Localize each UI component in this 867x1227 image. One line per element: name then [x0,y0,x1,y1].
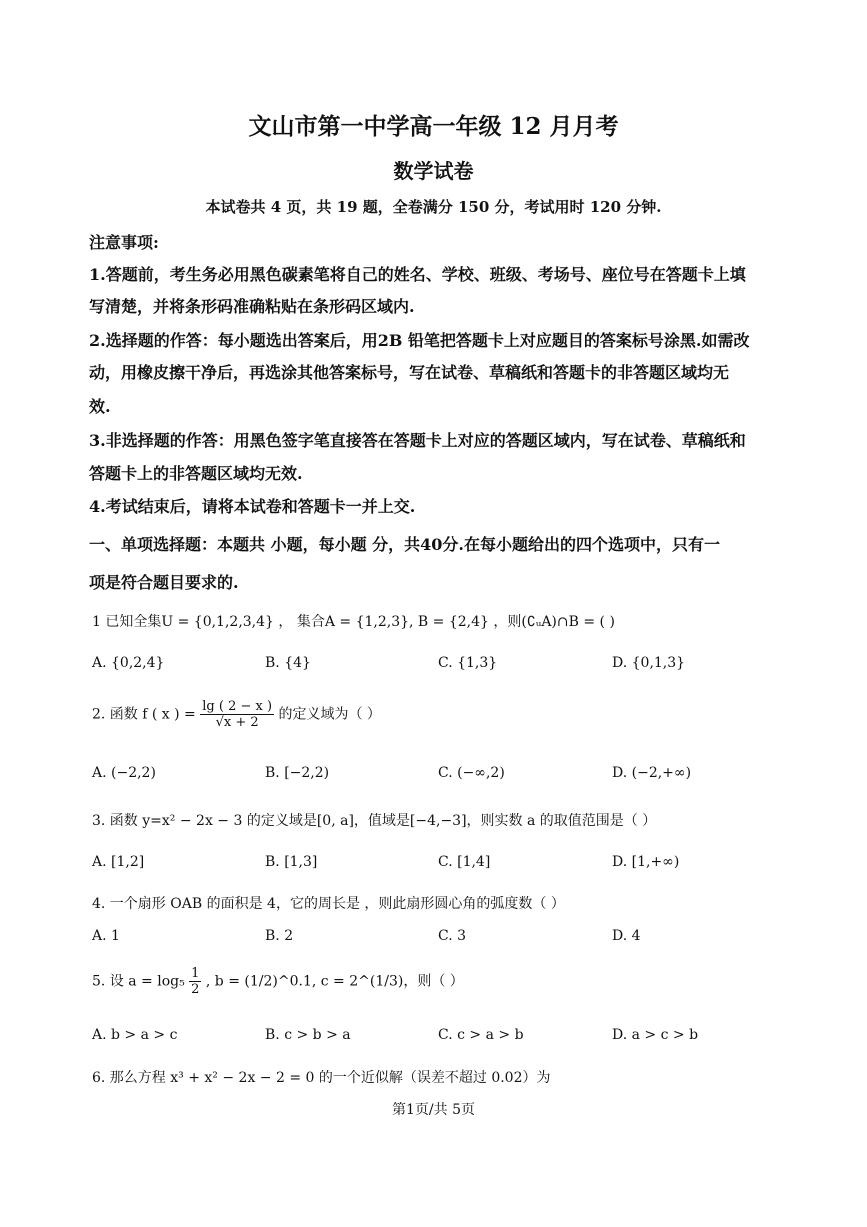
exam-title: 文山市第一中学高一年级 12 月月考 [248,113,619,140]
question-2-option-d: D. (−2,+∞) [612,765,692,781]
question-4-option-d: D. 4 [612,928,641,944]
question-3-option-c: C. [1,4] [438,854,491,870]
question-5-denominator: 2 [191,982,200,997]
notice-item1-line2: 写清楚，并将条形码准确粘贴在条形码区域内. [89,297,415,316]
question-5-option-d: D. a > c > b [612,1027,699,1043]
question-1-stem: 1 已知全集U = {0,1,2,3,4} ， 集合A = {1,2,3}, B = {2,4} ，则(∁ᵤA)∩B = ( ) [92,614,615,630]
question-4-option-a: A. 1 [92,928,120,944]
section1-line1: 一、单项选择题：本题共 小题，每小题 分，共40分.在每小题给出的四个选项中，只有一 [89,535,720,554]
notice-item2-line2: 动，用橡皮擦干净后，再选涂其他答案标号，写在试卷、草稿纸和答题卡的非答题区域均无 [89,363,730,382]
question-2-fraction [200,699,274,730]
question-5-option-b: B. c > b > a [265,1027,351,1043]
notice-item3-line2: 答题卡上的非答题区域均无效. [89,464,303,483]
question-1-option-b: B. {4} [265,655,311,671]
question-5-fraction [189,966,201,997]
question-1-option-c: C. {1,3} [438,655,498,671]
notice-item2-line1: 2.选择题的作答：每小题选出答案后，用2B 铅笔把答题卡上对应题目的答案标号涂黑.如需改 [89,331,750,350]
question-1-option-a: A. {0,2,4} [92,655,165,671]
question-5-option-a: A. b > a > c [92,1027,178,1043]
question-2-stem [92,699,381,730]
notice-item2-line3: 效. [89,397,111,416]
question-4-option-b: B. 2 [265,928,294,944]
question-6-stem: 6. 那么方程 x³ + x² − 2x − 2 = 0 的一个近似解（误差不超过 0.02）为 [92,1070,551,1086]
question-3-option-a: A. [1,2] [92,854,145,870]
question-2-denominator: √x + 2 [215,715,259,730]
notice-item3-line1: 3.非选择题的作答：用黑色签字笔直接答在答题卡上对应的答题区域内，写在试卷、草稿纸和 [89,431,746,450]
question-4-option-c: C. 3 [438,928,467,944]
question-5-prefix: 5. 设 a = log₅ [92,973,185,990]
exam-info: 本试卷共 4 页，共 19 题，全卷满分 150 分，考试用时 120 分钟. [205,198,662,216]
question-5-stem [92,966,464,997]
question-2-option-a: A. (−2,2) [92,765,156,781]
notice-item4: 4.考试结束后，请将本试卷和答题卡一并上交. [89,497,416,516]
question-2-option-c: C. (−∞,2) [438,765,505,781]
question-3-option-d: D. [1,+∞) [612,854,680,870]
question-2-option-b: B. [−2,2) [265,765,330,781]
question-5-mid: , b = (1/2)^0.1, c = 2^(1/3)，则（ ） [205,973,464,990]
notice-item1-line1: 1.答题前，考生务必用黑色碳素笔将自己的姓名、学校、班级、考场号、座位号在答题卡上填 [89,265,746,284]
question-3-option-b: B. [1,3] [265,854,318,870]
section1-line2: 项是符合题目要求的. [89,573,239,592]
question-2-prefix: 2. 函数 f ( x ) = [92,706,196,723]
page-footer: 第1页/共 5页 [392,1102,475,1118]
question-5-option-c: C. c > a > b [438,1027,524,1043]
question-1-option-d: D. {0,1,3} [612,655,686,671]
question-5-numerator: 1 [191,966,200,981]
question-3-stem: 3. 函数 y=x² − 2x − 3 的定义域是[0, a]，值域是[−4,−3]，则实数 a 的取值范围是（ ） [92,813,657,829]
exam-subtitle: 数学试卷 [393,159,474,183]
question-4-stem: 4. 一个扇形 OAB 的面积是 4，它的周长是 ，则此扇形圆心角的弧度数（ ） [92,896,565,912]
question-2-suffix: 的定义域为（ ） [278,706,381,723]
notice-heading: 注意事项: [89,233,159,252]
question-2-numerator: lg ( 2 − x ) [202,699,273,714]
